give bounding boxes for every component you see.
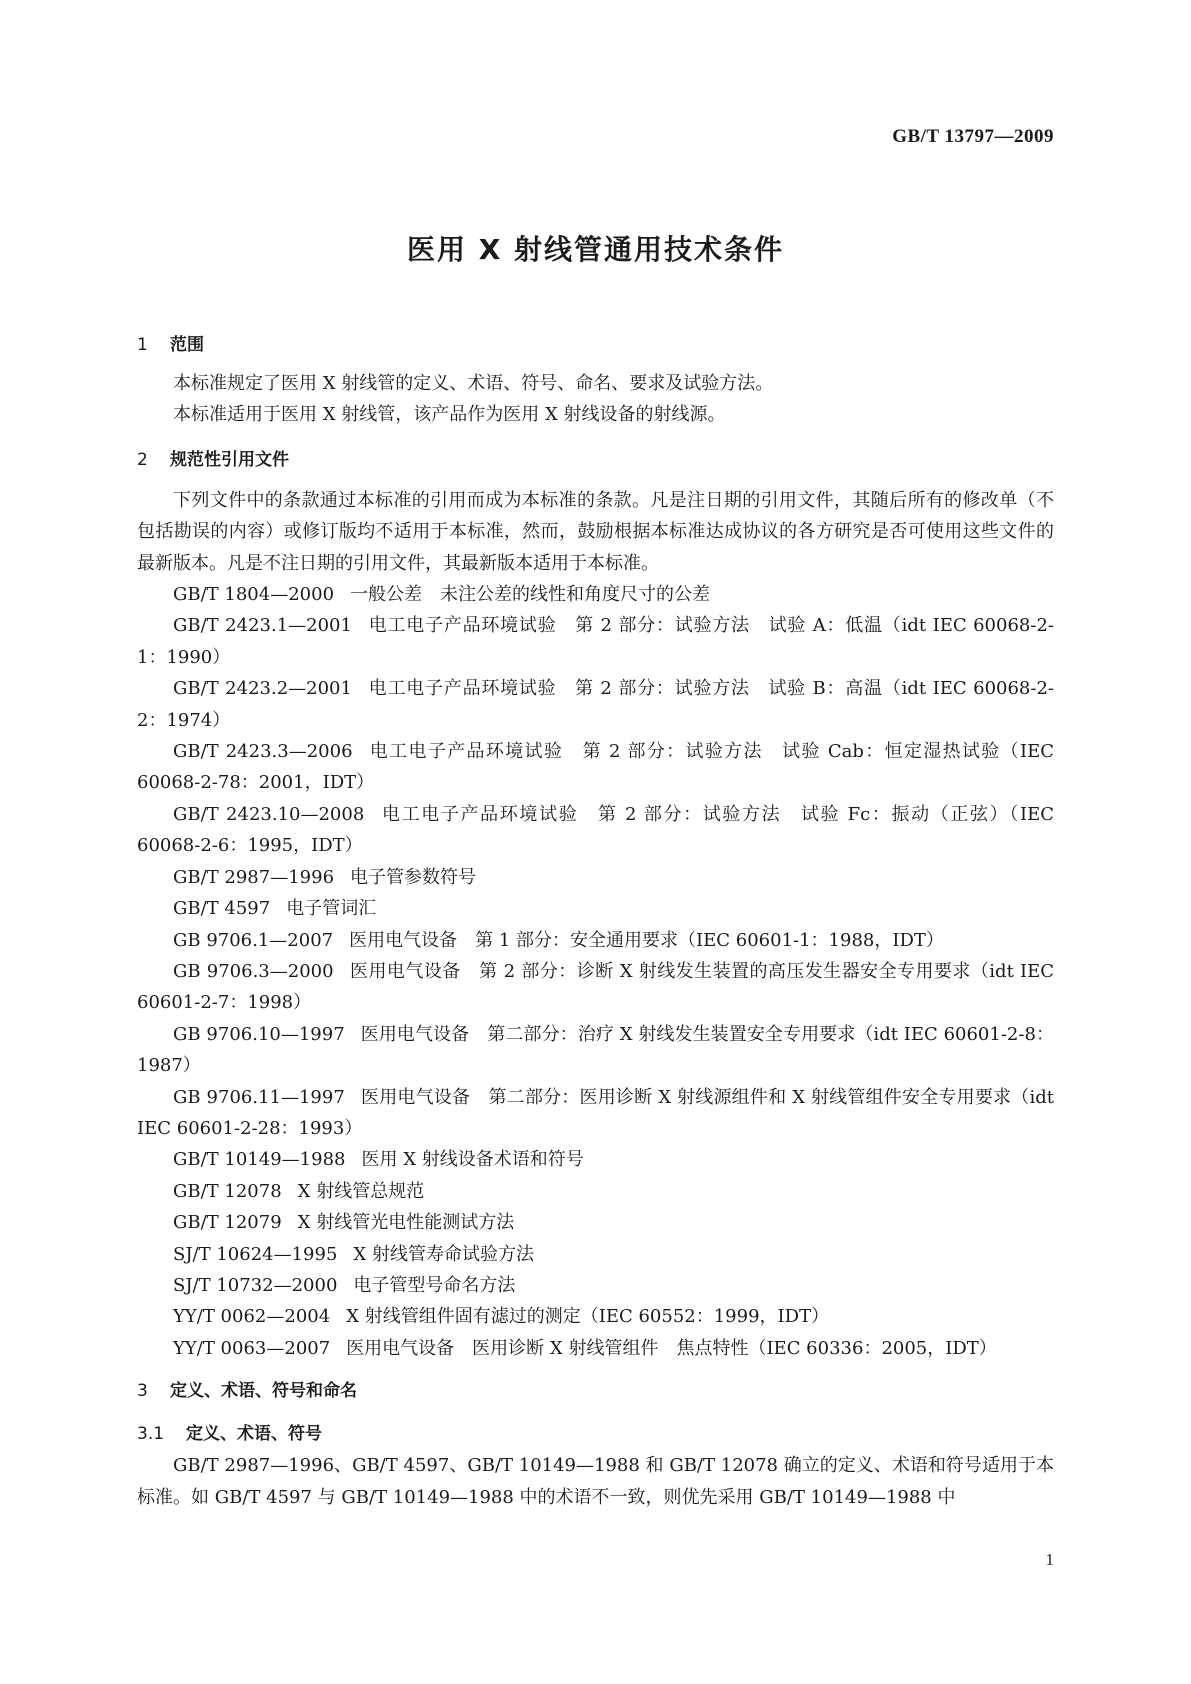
reference-title: 电工电子产品环境试验 第 2 部分：试验方法 试验 B：高温（idt IEC 60068-2-2：1974） [137, 678, 1054, 731]
reference-code: GB/T 2423.2—2001 [173, 678, 352, 700]
reference-item [137, 1270, 1054, 1301]
section-number: 3 [137, 1381, 148, 1402]
paragraph: GB/T 2987—1996、GB/T 4597、GB/T 10149—1988 和 GB/T 12078 确立的定义、术语和符号适用于本标准。如 GB/T 4597 与 GB/T 10149—1988 中的术语不一致，则优先采用 GB/T 10149—1988 中 [137, 1455, 1054, 1508]
reference-code: GB/T 2423.10—2008 [173, 803, 365, 825]
section-1-body [137, 368, 1054, 431]
page-number: 1 [1045, 1550, 1054, 1569]
reference-code: GB/T 4597 [173, 898, 271, 920]
reference-item [137, 673, 1054, 736]
reference-item [137, 893, 1054, 924]
reference-title: 电子管词汇 [286, 898, 377, 920]
reference-item [137, 1176, 1054, 1207]
reference-code: GB/T 2423.1—2001 [173, 615, 352, 637]
section-3-1-heading [137, 1419, 1054, 1450]
reference-code: GB/T 1804—2000 [173, 584, 335, 606]
reference-item [137, 1144, 1054, 1175]
reference-item [137, 799, 1054, 862]
section-2-heading [137, 445, 1054, 476]
reference-code: YY/T 0062—2004 [173, 1306, 331, 1328]
reference-item [137, 925, 1054, 956]
document-title: 医用 X 射线管通用技术条件 [406, 233, 785, 266]
reference-title: 电子管参数符号 [350, 866, 477, 888]
reference-code: GB 9706.3—2000 [173, 960, 334, 982]
section-2-body [137, 485, 1054, 1364]
reference-item [137, 1239, 1054, 1270]
reference-item [137, 610, 1054, 673]
reference-title: 一般公差 未注公差的线性和角度尺寸的公差 [350, 584, 711, 606]
reference-title: 医用电气设备 第 2 部分：诊断 X 射线发生装置的高压发生器安全专用要求（idt IEC 60601-2-7：1998） [137, 960, 1054, 1014]
section-1-heading [137, 330, 1054, 361]
reference-code: GB/T 12078 [173, 1180, 282, 1202]
reference-item [137, 1019, 1054, 1082]
section-title: 范围 [170, 335, 204, 355]
reference-title: X 射线管寿命试验方法 [353, 1243, 534, 1265]
section-title: 定义、术语、符号 [186, 1424, 322, 1445]
reference-title: 电工电子产品环境试验 第 2 部分：试验方法 试验 A：低温（idt IEC 60068-2-1：1990） [137, 615, 1054, 668]
reference-code: GB 9706.10—1997 [173, 1023, 345, 1045]
reference-item [137, 1301, 1054, 1332]
reference-title: X 射线管光电性能测试方法 [297, 1212, 515, 1234]
reference-title: 电子管型号命名方法 [353, 1274, 516, 1296]
reference-title: 电工电子产品环境试验 第 2 部分：试验方法 试验 Fc：振动（正弦）（IEC 60068-2-6：1995，IDT） [137, 803, 1054, 857]
reference-item [137, 956, 1054, 1019]
paragraph: 本标准规定了医用 X 射线管的定义、术语、符号、命名、要求及试验方法。 [173, 373, 774, 394]
section-number: 2 [137, 449, 148, 470]
reference-item [137, 579, 1054, 610]
reference-code: SJ/T 10624—1995 [173, 1243, 338, 1265]
reference-title: 医用 X 射线设备术语和符号 [361, 1149, 584, 1171]
reference-title: 医用电气设备 第二部分：医用诊断 X 射线源组件和 X 射线管组件安全专用要求（idt IEC 60601-2-28：1993） [137, 1086, 1054, 1139]
paragraph: 下列文件中的条款通过本标准的引用而成为本标准的条款。凡是注日期的引用文件，其随后所有的修改单（不包括勘误的内容）或修订版均不适用于本标准，然而，鼓励根据本标准达成协议的各方研究是否可使用这些文件的最新版本。凡是不注日期的引用文件，其最新版本适用于本标准。 [137, 489, 1054, 574]
reference-code: GB/T 2423.3—2006 [173, 741, 353, 763]
reference-title: X 射线管组件固有滤过的测定（IEC 60552：1999，IDT） [346, 1306, 830, 1328]
reference-title: 医用电气设备 医用诊断 X 射线管组件 焦点特性（IEC 60336：2005，IDT） [346, 1337, 997, 1359]
reference-code: GB/T 12079 [173, 1212, 282, 1234]
document-body [137, 330, 1054, 1513]
reference-item [137, 1207, 1054, 1238]
reference-code: SJ/T 10732—2000 [173, 1274, 338, 1296]
reference-item [137, 1082, 1054, 1145]
reference-code: GB 9706.11—1997 [173, 1086, 345, 1108]
section-number: 3.1 [137, 1424, 165, 1445]
reference-item [137, 1333, 1054, 1364]
section-3-heading [137, 1376, 1054, 1407]
reference-item [137, 736, 1054, 799]
document-id: GB/T 13797—2009 [892, 126, 1054, 147]
reference-code: GB 9706.1—2007 [173, 929, 334, 951]
section-title: 定义、术语、符号和命名 [170, 1381, 357, 1402]
section-number: 1 [137, 335, 148, 355]
reference-title: 医用电气设备 第 1 部分：安全通用要求（IEC 60601-1：1988，IDT） [349, 929, 944, 951]
reference-title: 医用电气设备 第二部分：治疗 X 射线发生装置安全专用要求（idt IEC 60601-2-8：1987） [137, 1023, 1054, 1077]
reference-title: 电工电子产品环境试验 第 2 部分：试验方法 试验 Cab：恒定湿热试验（IEC 60068-2-78：2001，IDT） [137, 741, 1054, 794]
reference-title: X 射线管总规范 [297, 1180, 425, 1202]
section-title: 规范性引用文件 [170, 449, 289, 470]
reference-code: YY/T 0063—2007 [173, 1337, 331, 1359]
reference-code: GB/T 2987—1996 [173, 866, 335, 888]
reference-item [137, 862, 1054, 893]
paragraph: 本标准适用于医用 X 射线管，该产品作为医用 X 射线设备的射线源。 [173, 404, 726, 426]
reference-code: GB/T 10149—1988 [173, 1149, 346, 1171]
